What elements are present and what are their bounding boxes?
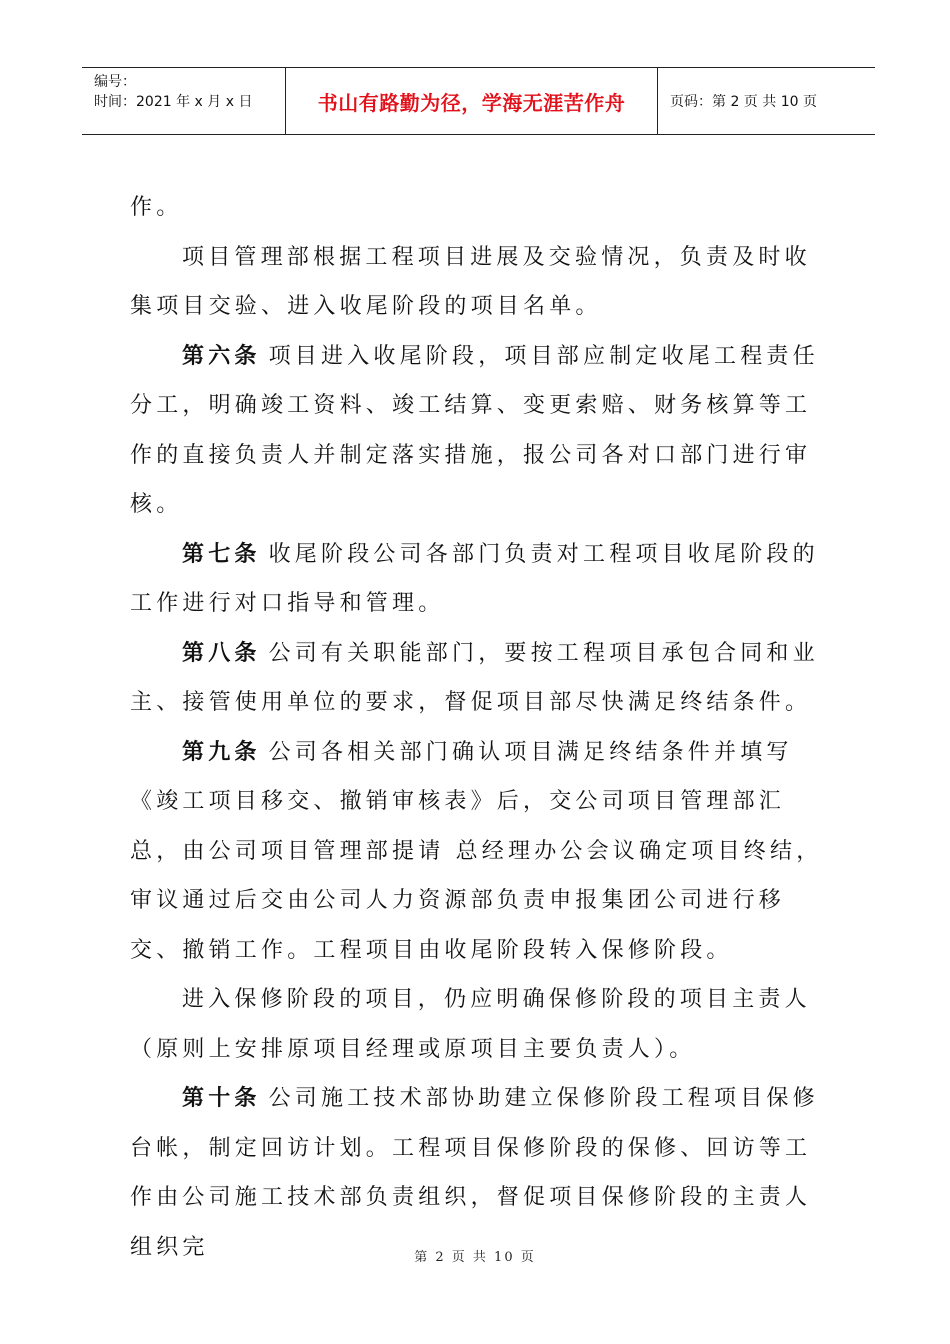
article-6-text: 项目进入收尾阶段，项目部应制定收尾工程责任分工，明确竣工资料、竣工结算、变更索赔、财务核算等工作的直接负责人并制定落实措施，报公司各对口部门进行审核。 (130, 343, 819, 517)
article-10-text: 公司施工技术部协助建立保修阶段工程项目保修台帐，制定回访计划。工程项目保修阶段的保修、回访等工作由公司施工技术部负责组织，督促项目保修阶段的主责人组织完 (130, 1086, 819, 1260)
header-meta-cell (82, 68, 286, 134)
document-body (130, 183, 830, 1272)
paragraph-project-list: 项目管理部根据工程项目进展及交验情况，负责及时收集项目交验、进入收尾阶段的项目名单。 (130, 244, 811, 319)
paragraph-warranty: 进入保修阶段的项目，仍应明确保修阶段的项目主责人（原则上安排原项目经理或原项目主要负责人）。 (130, 987, 811, 1062)
page-footer (0, 1246, 950, 1265)
header-slogan: 书山有路勤为径，学海无涯苦作舟 (317, 90, 626, 115)
article-8-title: 第八条 (182, 640, 261, 666)
header-page-label: 页码：第 2 页 共 10 页 (670, 94, 817, 110)
article-7-text: 收尾阶段公司各部门负责对工程项目收尾阶段的工作进行对口指导和管理。 (130, 541, 819, 616)
document-header (82, 67, 875, 135)
document-time-label: 时间：2021 年 x 月 x 日 (94, 94, 253, 110)
paragraph-article-6 (130, 332, 830, 530)
footer-page-number: 第 2 页 共 10 页 (414, 1250, 536, 1265)
paragraph-article-8 (130, 629, 830, 728)
paragraph-continuation: 作。 (130, 195, 183, 220)
article-10-title: 第十条 (182, 1086, 261, 1111)
article-9-text: 公司各相关部门确认项目满足终结条件并填写《竣工项目移交、撤销审核表》后，交公司项目管理部汇总，由公司项目管理部提请 总经理办公会议确定项目终结，审议通过后交由公司人力资源部负责申报集团公司进行移交、撤销工作。工程项目由收尾阶段转入保修阶段。 (130, 739, 823, 963)
header-slogan-cell (286, 68, 658, 134)
article-8-text: 公司有关职能部门，要按工程项目承包合同和业主、接管使用单位的要求，督促项目部尽快满足终结条件。 (130, 640, 819, 715)
document-number-label: 编号： (94, 74, 136, 90)
paragraph-article-7 (130, 530, 830, 629)
paragraph-article-9 (130, 728, 830, 976)
article-6-title: 第六条 (182, 343, 261, 369)
header-page-cell (658, 68, 875, 134)
article-9-title: 第九条 (182, 739, 261, 765)
article-7-title: 第七条 (182, 541, 261, 567)
paragraph-article-10 (130, 1074, 830, 1272)
